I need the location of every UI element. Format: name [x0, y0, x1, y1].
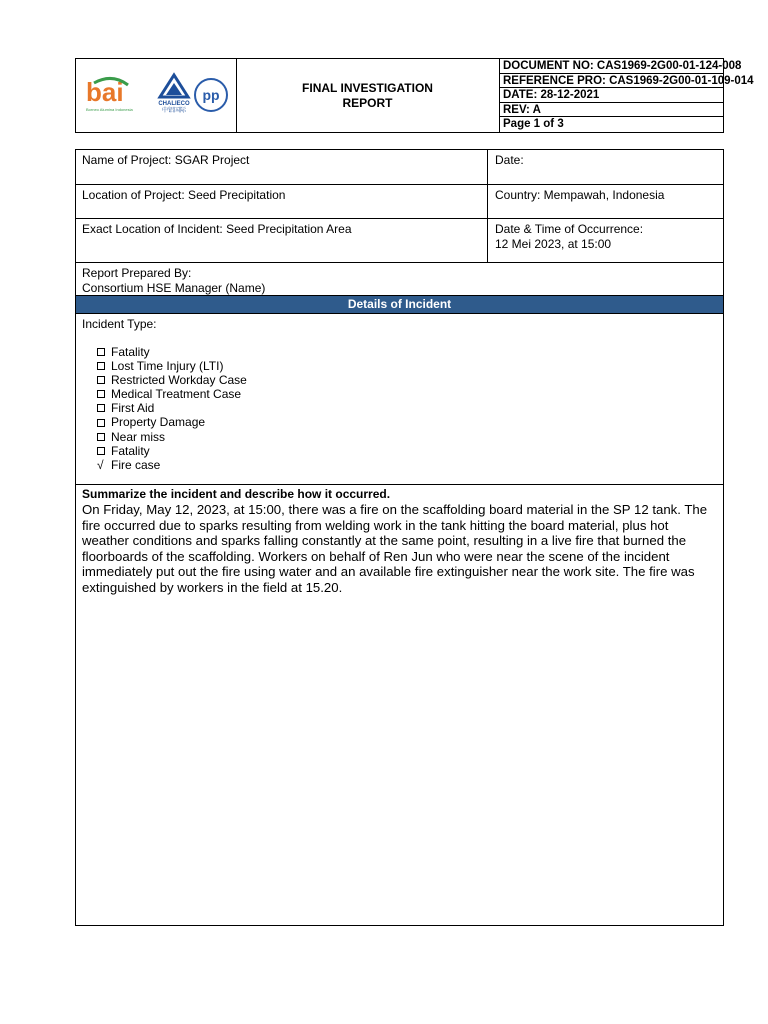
exact-location: Exact Location of Incident: Seed Precipitation Area	[76, 219, 488, 262]
incident-type-item	[97, 444, 717, 458]
logo-area	[76, 59, 237, 132]
occurrence-label: Date & Time of Occurrence:	[495, 222, 644, 236]
incident-type-item	[97, 359, 717, 373]
incident-type-item	[97, 387, 717, 401]
location-row	[76, 185, 723, 219]
report-title-line1: FINAL INVESTIGATION	[302, 80, 433, 95]
bai-logo-text: bai	[86, 77, 124, 107]
incident-type-item	[97, 458, 717, 472]
chalieco-logo-text: CHALIECO	[158, 101, 190, 107]
incident-type-label: First Aid	[111, 401, 155, 416]
pp-logo	[193, 77, 229, 113]
pp-logo-text: pp	[202, 87, 220, 103]
document-header	[75, 58, 754, 133]
incident-type-label: Property Damage	[111, 415, 206, 430]
bai-logo	[84, 75, 154, 115]
checkbox-icon[interactable]	[97, 419, 105, 427]
incident-type-label: Restricted Workday Case	[111, 373, 247, 388]
bai-logo-subtitle: Borneo Alumina Indonesia	[86, 107, 133, 112]
date-field: Date:	[495, 153, 524, 167]
country-field: Country: Mempawah, Indonesia	[495, 188, 665, 202]
checkbox-icon[interactable]	[97, 376, 105, 384]
project-name: Name of Project: SGAR Project	[76, 150, 488, 184]
chalieco-logo	[154, 73, 194, 115]
incident-type-item	[97, 415, 717, 429]
incident-type-item	[97, 430, 717, 444]
report-title-line2: REPORT	[342, 95, 393, 110]
incident-type-item	[97, 373, 717, 387]
incident-type-label: Fatality	[111, 345, 150, 359]
summary-text: On Friday, May 12, 2023, at 15:00, there was a fire on the scaffolding board material in the SP 12 tank. The fire occurred due to sparks resulting from welding work in the tank hitting the board material, plus hot weather conditions and sparks falling constantly at the same point, resulting in a live fire that burned the floorboards of the scaffolding. Workers on behalf of Ren Jun who were near the scene of the incident immediately put out the fire using water and an available fire extinguisher near the work site. The fire was extinguished by workers in the field at 15.20.	[82, 502, 708, 595]
incident-type-label: Lost Time Injury (LTI)	[111, 359, 224, 374]
incident-type-label: Fatality	[111, 443, 150, 458]
report-title	[236, 59, 500, 132]
incident-type-label: Incident Type:	[82, 317, 157, 331]
incident-type-label: Near miss	[111, 429, 166, 444]
exact-location-row	[76, 219, 723, 263]
checkbox-icon[interactable]	[97, 404, 105, 412]
reference-pro: REFERENCE PRO: CAS1969-2G00-01-109-014	[499, 74, 724, 89]
checkbox-icon[interactable]	[97, 362, 105, 370]
check-mark-icon[interactable]: √	[97, 457, 104, 472]
incident-form	[75, 149, 724, 926]
summary-row	[76, 485, 723, 925]
project-row	[76, 150, 723, 185]
summary-heading: Summarize the incident and describe how it occurred.	[82, 487, 391, 501]
prepared-value: Consortium HSE Manager (Name)	[82, 281, 266, 295]
chalieco-logo-cn: 中铝国际	[161, 107, 187, 114]
document-meta	[499, 59, 754, 132]
incident-type-list	[97, 345, 717, 472]
document-date: DATE: 28-12-2021	[499, 88, 724, 103]
details-section-bar: Details of Incident	[76, 296, 723, 314]
checkbox-icon[interactable]	[97, 348, 105, 356]
incident-type-label: Fire case	[111, 457, 161, 472]
checkbox-icon[interactable]	[97, 447, 105, 455]
incident-type-item	[97, 401, 717, 415]
occurrence-field	[488, 219, 723, 262]
occurrence-value: 12 Mei 2023, at 15:00	[495, 237, 612, 251]
incident-type-row	[76, 314, 723, 485]
checkbox-icon[interactable]	[97, 433, 105, 441]
page-indicator: Page 1 of 3	[503, 118, 564, 131]
incident-type-item	[97, 345, 717, 359]
document-number: DOCUMENT NO: CAS1969-2G00-01-124-008	[499, 59, 724, 74]
project-location: Location of Project: Seed Precipitation	[76, 185, 488, 218]
checkbox-icon[interactable]	[97, 390, 105, 398]
prepared-by-row	[76, 263, 723, 296]
document-revision: REV: A	[499, 103, 724, 118]
incident-type-label: Medical Treatment Case	[111, 387, 242, 402]
prepared-label: Report Prepared By:	[82, 266, 192, 280]
